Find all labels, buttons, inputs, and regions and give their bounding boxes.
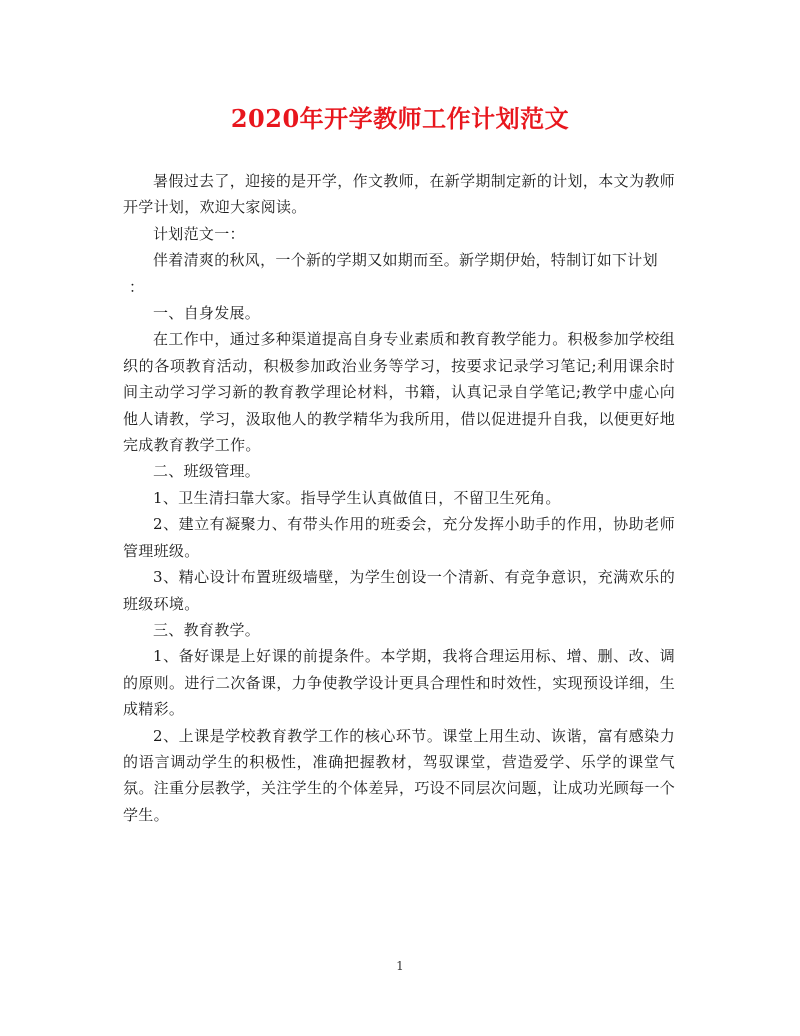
teaching-item-2: 2、上课是学校教育教学工作的核心环节。课堂上用生动、诙谐，富有感染力的语言调动学生的积极性，准确把握教材，驾驭课堂，营造爱学、乐学的课堂气氛。注重分层教学，关注学生的个体差异，巧设不同层次问题，让成功光顾每一个学生。 (123, 726, 675, 824)
section-heading-class-management: 二、班级管理。 (153, 462, 261, 481)
page-number: 1 (396, 959, 404, 973)
plan-heading: 计划范文一： (153, 224, 245, 243)
self-development-paragraph: 在工作中，通过多种渠道提高自身专业素质和教育教学能力。积极参加学校组织的各项教育活动，积极参加政治业务等学习，按要求记录学习笔记;利用课余时间主动学习学习新的教育教学理论材料，书籍，认真记录自学笔记;教学中虚心向他人请教，学习，汲取他人的教学精华为我所用，借以促进提升自我，以便更好地完成教育教学工作。 (123, 330, 675, 455)
class-management-item-2: 2、建立有凝聚力、有带头作用的班委会，充分发挥小助手的作用，协助老师管理班级。 (123, 515, 675, 560)
section-heading-teaching: 三、教育教学。 (153, 620, 261, 639)
opening-paragraph: 伴着清爽的秋风，一个新的学期又如期而至。新学期伊始，特制订如下计划 (153, 251, 658, 270)
class-management-item-1: 1、卫生清扫靠大家。指导学生认真做值日，不留卫生死角。 (153, 488, 561, 507)
class-management-item-3: 3、精心设计布置班级墙壁，为学生创设一个清新、有竞争意识，充满欢乐的班级环境。 (123, 568, 675, 613)
document-body (123, 168, 675, 828)
section-heading-self-development: 一、自身发展。 (153, 304, 261, 323)
stray-colon: ： (129, 277, 145, 296)
teaching-item-1: 1、备好课是上好课的前提条件。本学期，我将合理运用标、增、删、改、调的原则。进行二次备课，力争使教学设计更具合理性和时效性，实现预设详细，生成精彩。 (123, 647, 675, 719)
document-title: 2020年开学教师工作计划范文 (230, 104, 570, 133)
intro-paragraph: 暑假过去了，迎接的是开学，作文教师，在新学期制定新的计划，本文为教师开学计划，欢迎大家阅读。 (123, 172, 675, 217)
